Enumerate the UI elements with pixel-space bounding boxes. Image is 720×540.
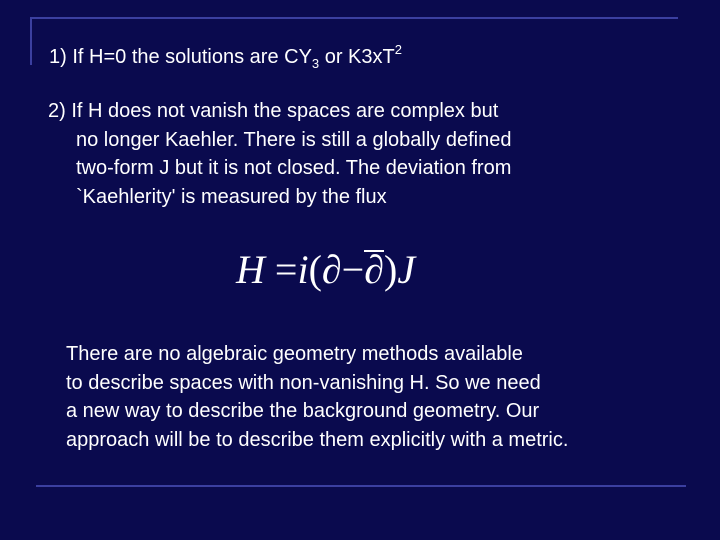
methods-line: There are no algebraic geometry methods available xyxy=(66,343,523,365)
formula-close-paren: ) xyxy=(384,247,398,292)
formula-minus: − xyxy=(341,247,365,292)
formula-i: i xyxy=(297,247,309,292)
point-two-line: 2) If H does not vanish the spaces are complex but xyxy=(48,100,499,122)
point-one-text xyxy=(49,42,402,71)
formula-equals: = xyxy=(274,247,298,292)
methods-line: approach will be to describe them explicitly with a metric. xyxy=(66,428,569,451)
point-two-line: two-form J but it is not closed. The deviation from xyxy=(76,157,512,179)
methods-line: to describe spaces with non-vanishing H. So we need xyxy=(66,371,541,394)
point-two-paragraph xyxy=(48,97,648,211)
formula-j: J xyxy=(397,247,416,292)
methods-line: a new way to describe the background geometry. Our xyxy=(66,400,540,422)
point-two-line: `Kaehlerity' is measured by the flux xyxy=(76,185,387,208)
formula-partial: ∂ xyxy=(321,247,342,292)
methods-paragraph xyxy=(66,340,686,454)
cy-subscript: 3 xyxy=(311,56,320,71)
point-two-line: no longer Kaehler. There is still a globally defined xyxy=(76,128,512,151)
formula-h: H xyxy=(236,247,265,292)
formula-open-paren: ( xyxy=(308,247,322,292)
bottom-rule xyxy=(36,485,686,487)
torus-superscript: 2 xyxy=(394,42,402,57)
point-one-main: 1) If H=0 the solutions are CY xyxy=(49,46,312,68)
top-rule xyxy=(30,17,678,19)
flux-formula xyxy=(236,246,415,293)
formula-partial-bar: ∂ xyxy=(364,247,384,292)
left-rule xyxy=(30,17,32,65)
point-one-mid: or K3xT xyxy=(319,46,395,68)
